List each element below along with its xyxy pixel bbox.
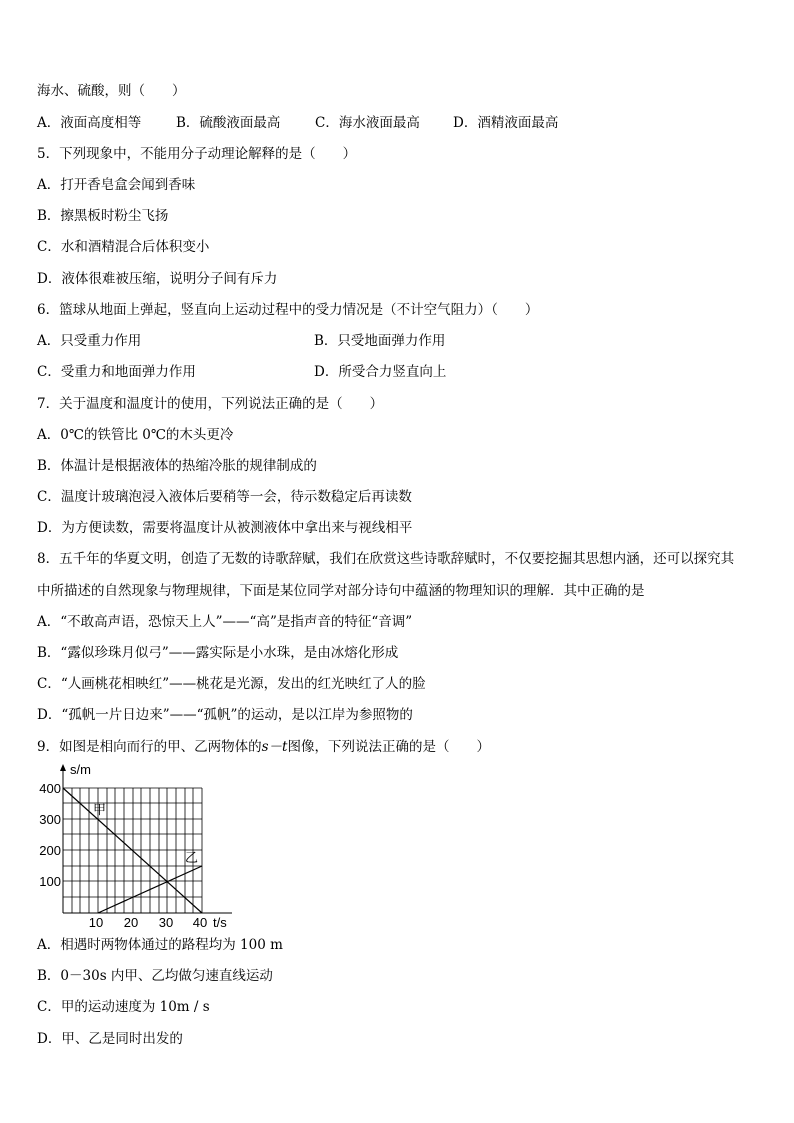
y-tick-400: 400 — [39, 781, 61, 796]
x-axis-label: t/s — [213, 915, 227, 930]
question-5-stem: 5．下列现象中，不能用分子动理论解释的是（ ） — [37, 146, 357, 162]
y-tick-300: 300 — [39, 812, 61, 827]
q4-option-a: A．液面高度相等 — [37, 115, 142, 131]
y-tick-100: 100 — [39, 874, 61, 889]
q9-option-b: B．0－30s 内甲、乙均做匀速直线运动 — [37, 968, 273, 984]
q7-option-a: A．0℃的铁管比 0℃的木头更冷 — [37, 427, 234, 443]
x-tick-40: 40 — [192, 915, 208, 930]
q9-option-d: D．甲、乙是同时出发的 — [37, 1031, 183, 1047]
q6-option-a: A．只受重力作用 — [37, 333, 142, 349]
y-axis-arrow-icon — [60, 764, 66, 771]
q4-option-c: C．海水液面最高 — [315, 115, 420, 131]
q6-option-b: B．只受地面弹力作用 — [314, 333, 446, 349]
q9-option-c: C．甲的运动速度为 10m / s — [37, 999, 210, 1015]
x-tick-20: 20 — [123, 915, 139, 930]
question-4-stem-tail: 海水、硫酸，则（ ） — [37, 83, 186, 99]
question-8-stem-line-2: 中所描述的自然现象与物理规律，下面是某位同学对部分诗句中蕴涵的物理知识的理解．其中正确的是 — [37, 583, 645, 599]
q8-option-b: B．“露似珍珠月似弓”——露实际是小水珠，是由冰熔化形成 — [37, 645, 399, 661]
q7-option-d: D．为方便读数，需要将温度计从被测液体中拿出来与视线相平 — [37, 520, 413, 536]
q9-st-symbol: s－t — [261, 739, 288, 755]
q6-option-c: C．受重力和地面弹力作用 — [37, 364, 196, 380]
q4-option-d: D．酒精液面最高 — [453, 115, 559, 131]
question-6-stem: 6．篮球从地面上弹起，竖直向上运动过程中的受力情况是（不计空气阻力）（ ） — [37, 302, 539, 318]
q8-option-a: A．“不敢高声语，恐惊天上人”——“高”是指声音的特征“音调” — [37, 614, 413, 630]
q5-option-d: D．液体很难被压缩，说明分子间有斥力 — [37, 271, 278, 287]
label-yi: 乙 — [185, 850, 199, 865]
label-jia: 甲 — [93, 802, 107, 817]
q7-option-c: C．温度计玻璃泡浸入液体后要稍等一会，待示数稳定后再读数 — [37, 489, 412, 505]
q8-option-c: C．“人画桃花相映红”——桃花是光源，发出的红光映红了人的脸 — [37, 676, 426, 692]
q4-option-b: B．硫酸液面最高 — [176, 115, 281, 131]
question-7-stem: 7．关于温度和温度计的使用，下列说法正确的是（ ） — [37, 396, 384, 412]
q5-option-c: C．水和酒精混合后体积变小 — [37, 239, 210, 255]
q7-option-b: B．体温计是根据液体的热缩冷胀的规律制成的 — [37, 458, 317, 474]
line-jia — [63, 788, 202, 913]
q9-option-a: A．相遇时两物体通过的路程均为 100 m — [37, 937, 283, 953]
q9-stem-suffix: 图像，下列说法正确的是（ ） — [287, 739, 490, 755]
q5-option-b: B．擦黑板时粉尘飞扬 — [37, 208, 169, 224]
s-t-graph — [30, 760, 240, 932]
y-axis-label: s/m — [70, 762, 91, 777]
q5-option-a: A．打开香皂盒会闻到香味 — [37, 177, 196, 193]
x-tick-10: 10 — [88, 915, 104, 930]
q9-stem-prefix: 9．如图是相向而行的甲、乙两物体的 — [37, 739, 262, 755]
question-9-stem — [37, 738, 490, 756]
question-8-stem-line-1: 8．五千年的华夏文明，创造了无数的诗歌辞赋，我们在欣赏这些诗歌辞赋时，不仅要挖掘其思想内涵，还可以探究其 — [37, 551, 735, 567]
q6-option-d: D．所受合力竖直向上 — [314, 364, 447, 380]
q8-option-d: D．“孤帆一片日边来”——“孤帆”的运动，是以江岸为参照物的 — [37, 707, 413, 723]
x-tick-30: 30 — [158, 915, 174, 930]
y-tick-200: 200 — [39, 843, 61, 858]
